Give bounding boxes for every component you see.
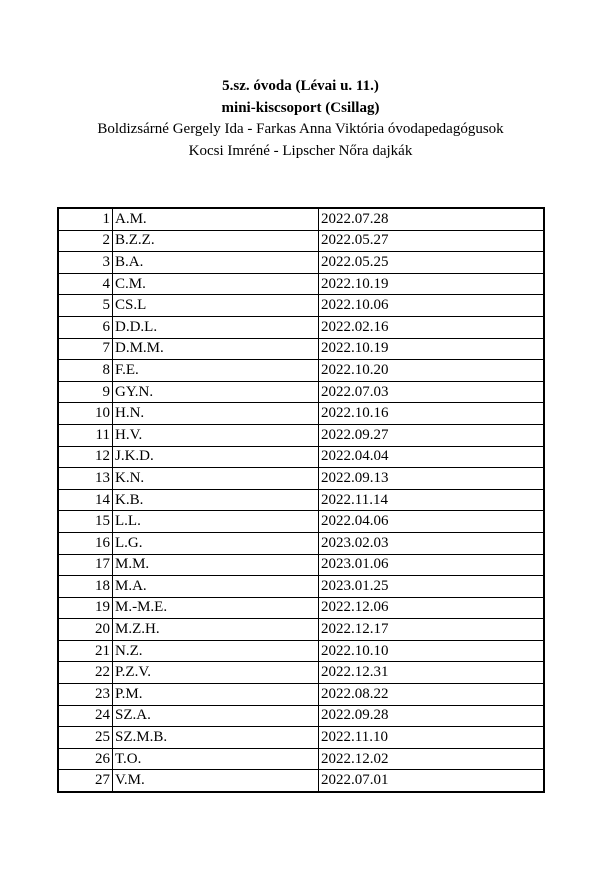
birth-date: 2022.07.01 [319, 770, 545, 792]
table-row [58, 252, 544, 274]
table-row [58, 295, 544, 317]
birth-date: 2022.12.31 [319, 662, 545, 684]
row-number: 4 [58, 273, 113, 295]
row-number: 20 [58, 619, 113, 641]
birth-date: 2022.10.19 [319, 273, 545, 295]
birth-date: 2022.10.19 [319, 338, 545, 360]
row-number: 8 [58, 360, 113, 382]
birth-date: 2022.09.13 [319, 468, 545, 490]
teachers-line: Boldizsárné Gergely Ida - Farkas Anna Viktória óvodapedagógusok [97, 121, 504, 137]
child-initials: K.N. [113, 468, 319, 490]
birth-date: 2022.05.25 [319, 252, 545, 274]
row-number: 10 [58, 403, 113, 425]
row-number: 5 [58, 295, 113, 317]
row-number: 24 [58, 705, 113, 727]
child-initials: SZ.M.B. [113, 727, 319, 749]
row-number: 11 [58, 424, 113, 446]
table-row [58, 554, 544, 576]
birth-date: 2022.11.10 [319, 727, 545, 749]
child-initials: CS.L [113, 295, 319, 317]
row-number: 21 [58, 640, 113, 662]
table-row [58, 727, 544, 749]
child-initials: SZ.A. [113, 705, 319, 727]
child-initials: T.O. [113, 748, 319, 770]
row-number: 27 [58, 770, 113, 792]
table-row [58, 208, 544, 230]
birth-date: 2022.10.20 [319, 360, 545, 382]
assistants-line: Kocsi Imréné - Lipscher Nőra dajkák [188, 142, 413, 159]
birth-date: 2022.04.04 [319, 446, 545, 468]
birth-date: 2023.01.25 [319, 576, 545, 598]
table-row [58, 770, 544, 792]
row-number: 3 [58, 252, 113, 274]
row-number: 13 [58, 468, 113, 490]
table-row [58, 748, 544, 770]
child-initials: H.N. [113, 403, 319, 425]
child-initials: P.M. [113, 684, 319, 706]
child-initials: B.A. [113, 252, 319, 274]
kindergarten-title: 5.sz. óvoda (Lévai u. 11.) [222, 78, 379, 94]
table-row [58, 273, 544, 295]
table-row [58, 403, 544, 425]
row-number: 16 [58, 532, 113, 554]
child-initials: M.M. [113, 554, 319, 576]
birth-date: 2022.12.06 [319, 597, 545, 619]
child-initials: D.D.L. [113, 316, 319, 338]
row-number: 9 [58, 381, 113, 403]
child-initials: C.M. [113, 273, 319, 295]
document-header [0, 76, 601, 162]
child-initials: GY.N. [113, 381, 319, 403]
table-row [58, 316, 544, 338]
table-row [58, 446, 544, 468]
table-row [58, 489, 544, 511]
table-row [58, 468, 544, 490]
birth-date: 2022.08.22 [319, 684, 545, 706]
birth-date: 2022.02.16 [319, 316, 545, 338]
birth-date: 2022.04.06 [319, 511, 545, 533]
row-number: 19 [58, 597, 113, 619]
child-initials: D.M.M. [113, 338, 319, 360]
birth-date: 2022.10.10 [319, 640, 545, 662]
children-table [57, 207, 545, 793]
row-number: 2 [58, 230, 113, 252]
row-number: 12 [58, 446, 113, 468]
child-initials: L.L. [113, 511, 319, 533]
child-initials: J.K.D. [113, 446, 319, 468]
table-row [58, 597, 544, 619]
child-initials: A.M. [113, 208, 319, 230]
birth-date: 2022.12.17 [319, 619, 545, 641]
child-initials: K.B. [113, 489, 319, 511]
birth-date: 2023.01.06 [319, 554, 545, 576]
birth-date: 2022.10.06 [319, 295, 545, 317]
table-row [58, 360, 544, 382]
child-initials: M.A. [113, 576, 319, 598]
table-row [58, 619, 544, 641]
table-row [58, 684, 544, 706]
birth-date: 2022.11.14 [319, 489, 545, 511]
child-initials: B.Z.Z. [113, 230, 319, 252]
child-initials: P.Z.V. [113, 662, 319, 684]
row-number: 6 [58, 316, 113, 338]
table-row [58, 705, 544, 727]
row-number: 18 [58, 576, 113, 598]
table-row [58, 381, 544, 403]
row-number: 1 [58, 208, 113, 230]
table-row [58, 511, 544, 533]
child-initials: M.Z.H. [113, 619, 319, 641]
table-row [58, 532, 544, 554]
table-row [58, 662, 544, 684]
table-row [58, 640, 544, 662]
birth-date: 2022.10.16 [319, 403, 545, 425]
table-row [58, 576, 544, 598]
table-row [58, 424, 544, 446]
row-number: 26 [58, 748, 113, 770]
row-number: 23 [58, 684, 113, 706]
birth-date: 2022.05.27 [319, 230, 545, 252]
row-number: 14 [58, 489, 113, 511]
birth-date: 2022.07.28 [319, 208, 545, 230]
child-initials: L.G. [113, 532, 319, 554]
row-number: 22 [58, 662, 113, 684]
row-number: 15 [58, 511, 113, 533]
table-row [58, 338, 544, 360]
row-number: 17 [58, 554, 113, 576]
group-name: mini-kiscsoport (Csillag) [221, 99, 380, 116]
table-row [58, 230, 544, 252]
birth-date: 2022.07.03 [319, 381, 545, 403]
child-initials: H.V. [113, 424, 319, 446]
birth-date: 2022.12.02 [319, 748, 545, 770]
birth-date: 2022.09.27 [319, 424, 545, 446]
child-initials: F.E. [113, 360, 319, 382]
child-initials: M.-M.E. [113, 597, 319, 619]
row-number: 25 [58, 727, 113, 749]
child-initials: V.M. [113, 770, 319, 792]
birth-date: 2023.02.03 [319, 532, 545, 554]
row-number: 7 [58, 338, 113, 360]
birth-date: 2022.09.28 [319, 705, 545, 727]
child-initials: N.Z. [113, 640, 319, 662]
